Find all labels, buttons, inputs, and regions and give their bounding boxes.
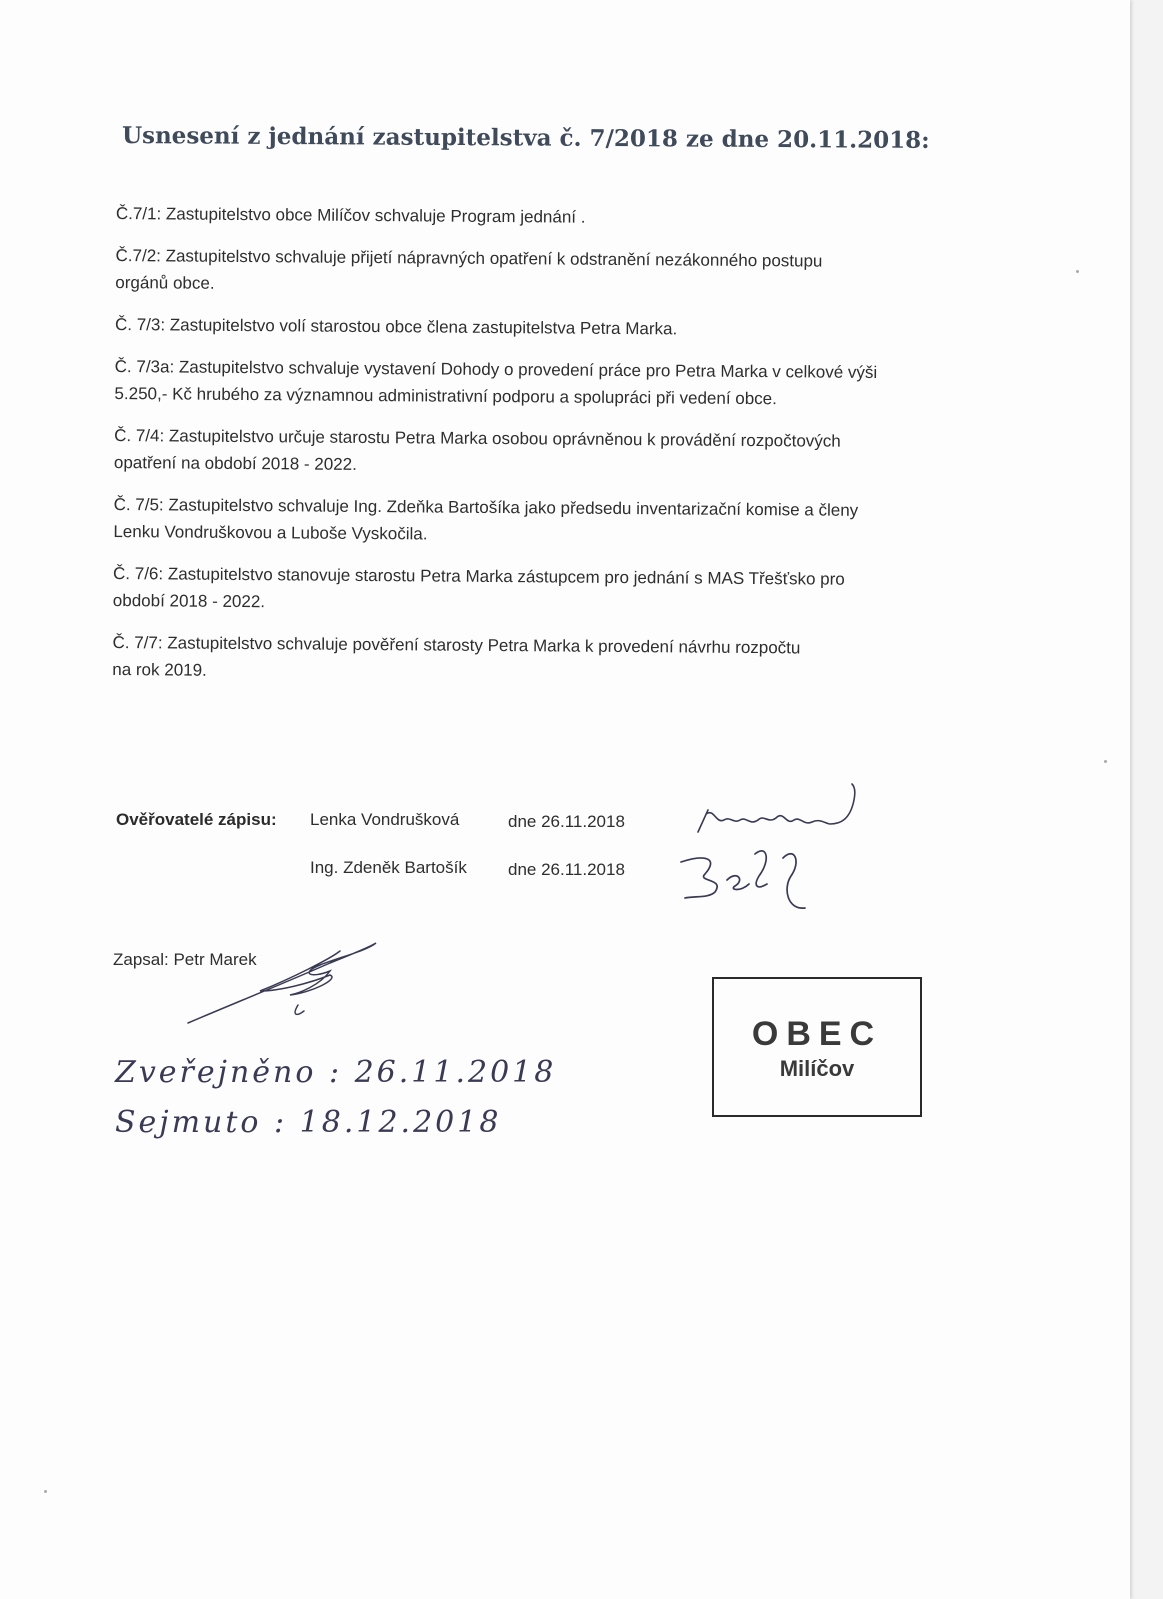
resolution-item: Č. 7/3: Zastupitelstvo volí starostou obce člena zastupitelstva Petra Marka. xyxy=(114,314,678,339)
stamp-line-2: Milíčov xyxy=(779,1056,855,1081)
resolution-list xyxy=(112,200,976,705)
resolution-item: Č. 7/5: Zastupitelstvo schvaluje Ing. Zdeňka Bartošíka jako předsedu inventarizační komise a členy Lenku Vondruškovou a Luboše Vyskočila. xyxy=(113,494,859,544)
resolution-item: Č.7/1: Zastupitelstvo obce Milíčov schvaluje Program jednání . xyxy=(115,203,586,227)
removed-note: Sejmuto : 18.12.2018 xyxy=(115,1105,502,1140)
signature-bartosik xyxy=(675,840,835,920)
scan-speck xyxy=(44,1490,47,1493)
scan-speck xyxy=(1076,270,1079,273)
verifiers-label: Ověřovatelé zápisu: xyxy=(116,810,277,829)
verifier-name: Lenka Vondrušková xyxy=(310,810,460,829)
resolution-item: Č. 7/7: Zastupitelstvo schvaluje pověření starosty Petra Marka k provedení návrhu rozpočtu na rok 2019. xyxy=(112,632,801,680)
verifier-date: dne 26.11.2018 xyxy=(508,812,625,831)
recorded-by: Zapsal: Petr Marek xyxy=(113,950,257,969)
document-title: Usnesení z jednání zastupitelstva č. 7/2018 ze dne 20.11.2018: xyxy=(121,122,930,154)
stamp-line-1: OBEC xyxy=(751,1015,883,1053)
verifier-date: dne 26.11.2018 xyxy=(508,860,625,879)
municipal-stamp xyxy=(712,977,922,1117)
resolution-item: Č. 7/6: Zastupitelstvo stanovuje starostu Petra Marka zástupcem pro jednání s MAS Třešťsko pro období 2018 - 2022. xyxy=(112,563,845,612)
resolution-item: Č. 7/4: Zastupitelstvo určuje starostu Petra Marka osobou oprávněnou k provádění rozpočtových opatření na období 2018 - 2022. xyxy=(113,425,841,474)
resolution-item: Č.7/2: Zastupitelstvo schvaluje přijetí nápravných opatření k odstranění nezákonného postupu orgánů obce. xyxy=(115,245,823,293)
verifier-name: Ing. Zdeněk Bartošík xyxy=(310,858,467,877)
published-note: Zveřejněno : 26.11.2018 xyxy=(115,1055,557,1090)
scan-speck xyxy=(1104,760,1107,763)
resolution-item: Č. 7/3a: Zastupitelstvo schvaluje vystavení Dohody o provedení práce pro Petra Marka v celkové výši 5.250,- Kč hrubého za významnou administrativní podporu a spolupráci při vedení obce. xyxy=(114,356,878,409)
signature-marek xyxy=(180,935,390,1035)
